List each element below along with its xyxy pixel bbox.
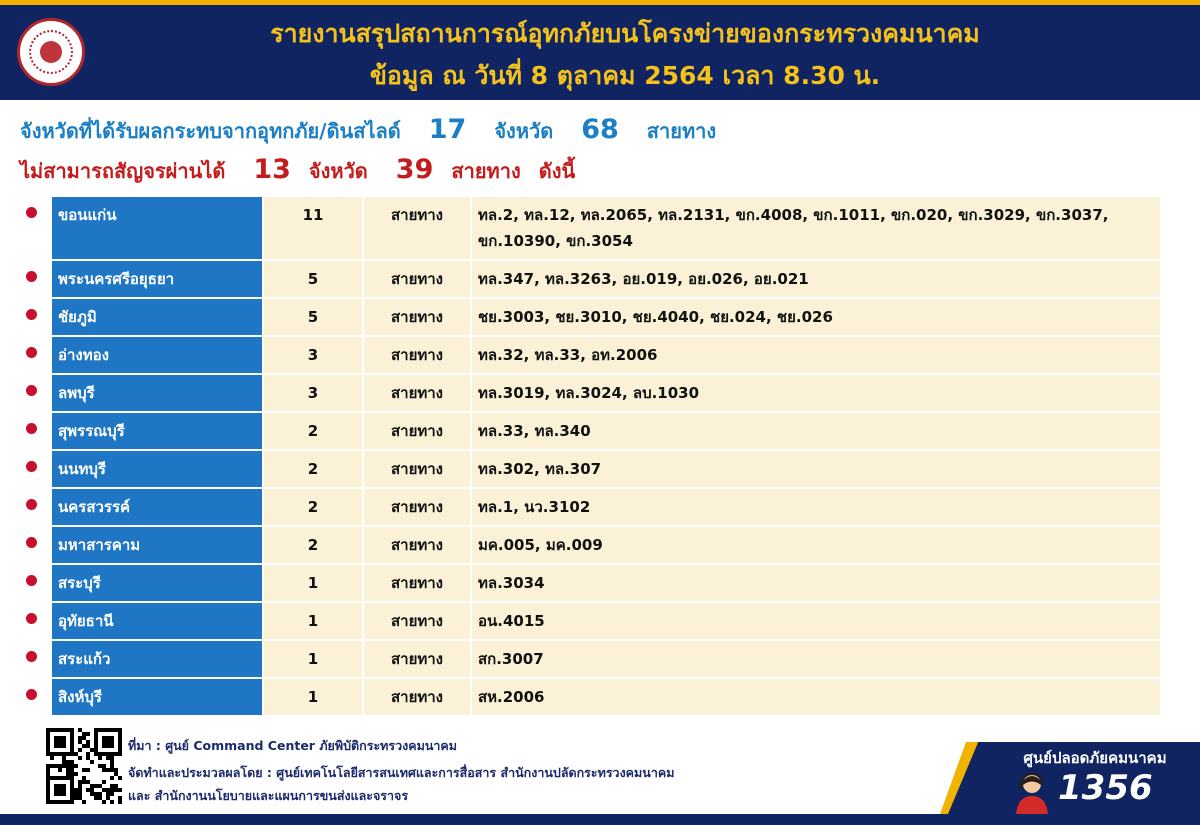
route-list-cell: ทล.347, ทล.3263, อย.019, อย.026, อย.021	[472, 261, 1160, 297]
bullet-icon	[26, 537, 37, 548]
source-line: ที่มา : ศูนย์ Command Center ภัยพิบัติกระทรวงคมนาคม	[128, 738, 458, 753]
hotline-badge	[940, 742, 1200, 814]
route-count-cell: 3	[264, 337, 362, 373]
province-cell: อ่างทอง	[52, 337, 262, 373]
affected-province-unit: จังหวัด	[494, 119, 554, 143]
route-unit-cell: สายทาง	[364, 413, 470, 449]
route-list-cell: ทล.3034	[472, 565, 1160, 601]
bullet-icon	[26, 423, 37, 434]
route-count-cell: 2	[264, 451, 362, 487]
province-cell: สระบุรี	[52, 565, 262, 601]
bullet-icon	[26, 207, 37, 218]
header-top-stripe	[0, 0, 1200, 5]
route-unit-cell: สายทาง	[364, 527, 470, 563]
table-row	[20, 679, 1160, 715]
route-unit-cell: สายทาง	[364, 375, 470, 411]
route-unit-cell: สายทาง	[364, 603, 470, 639]
route-list-cell: ทล.302, ทล.307	[472, 451, 1160, 487]
route-count-cell: 11	[264, 197, 362, 259]
bullet-icon	[26, 461, 37, 472]
table-row	[20, 565, 1160, 601]
route-count-cell: 1	[264, 641, 362, 677]
route-count-cell: 2	[264, 527, 362, 563]
route-list-cell: สห.2006	[472, 679, 1160, 715]
bullet-icon	[26, 613, 37, 624]
province-cell: สิงห์บุรี	[52, 679, 262, 715]
impassable-label: ไม่สามารถสัญจรผ่านได้	[20, 159, 226, 183]
compiled-by-line: จัดทำและประมวลผลโดย : ศูนย์เทคโนโลยีสารสนเทศและการสื่อสาร สำนักงานปลัดกระทรวงคมนาคม	[128, 765, 675, 780]
ministry-seal-logo	[17, 18, 85, 86]
hotline-number: 1356	[1058, 768, 1153, 808]
call-agent-icon	[1012, 772, 1052, 814]
report-title: รายงานสรุปสถานการณ์อุทกภัยบนโครงข่ายของกระทรวงคมนาคม	[270, 19, 980, 48]
table-row	[20, 375, 1160, 411]
route-unit-cell: สายทาง	[364, 261, 470, 297]
bullet-icon	[26, 309, 37, 320]
province-cell: ขอนแก่น	[52, 197, 262, 259]
table-row	[20, 197, 1160, 259]
province-cell: ลพบุรี	[52, 375, 262, 411]
province-cell: อุทัยธานี	[52, 603, 262, 639]
route-list-cell: ชย.3003, ชย.3010, ชย.4040, ชย.024, ชย.026	[472, 299, 1160, 335]
table-row	[20, 337, 1160, 373]
route-list-cell: ทล.2, ทล.12, ทล.2065, ทล.2131, ขก.4008, ขก.1011, ขก.020, ขก.3029, ขก.3037, ขก.10390, ขก.3054	[472, 197, 1160, 259]
qr-code-icon[interactable]	[46, 728, 122, 804]
route-unit-cell: สายทาง	[364, 679, 470, 715]
as-follows-label: ดังนี้	[538, 159, 576, 183]
report-date: ข้อมูล ณ วันที่ 8 ตุลาคม 2564 เวลา 8.30 น.	[369, 61, 881, 90]
bullet-icon	[26, 271, 37, 282]
table-row	[20, 299, 1160, 335]
province-cell: นครสวรรค์	[52, 489, 262, 525]
seal-emblem	[40, 41, 62, 63]
table-row	[20, 489, 1160, 525]
impassable-province-count: 13	[253, 154, 291, 185]
impassable-route-count: 39	[395, 154, 434, 185]
affected-label: จังหวัดที่ได้รับผลกระทบจากอุทกภัย/ดินสไลด์	[20, 119, 401, 143]
affected-route-count: 68	[581, 114, 619, 145]
hotline-title: ศูนย์ปลอดภัยคมนาคม	[1023, 749, 1167, 767]
bullet-icon	[26, 575, 37, 586]
route-unit-cell: สายทาง	[364, 197, 470, 259]
route-count-cell: 1	[264, 679, 362, 715]
table-row	[20, 527, 1160, 563]
route-count-cell: 5	[264, 299, 362, 335]
table-row	[20, 451, 1160, 487]
header-banner	[0, 0, 1200, 100]
table-row	[20, 641, 1160, 677]
province-cell: สระแก้ว	[52, 641, 262, 677]
bullet-icon	[26, 499, 37, 510]
impassable-route-unit: สายทาง	[451, 159, 521, 183]
route-count-cell: 2	[264, 413, 362, 449]
route-list-cell: ทล.32, ทล.33, อท.2006	[472, 337, 1160, 373]
route-count-cell: 1	[264, 603, 362, 639]
province-cell: พระนครศรีอยุธยา	[52, 261, 262, 297]
route-unit-cell: สายทาง	[364, 641, 470, 677]
table-row	[20, 413, 1160, 449]
bullet-icon	[26, 385, 37, 396]
route-list-cell: มค.005, มค.009	[472, 527, 1160, 563]
route-unit-cell: สายทาง	[364, 337, 470, 373]
affected-route-unit: สายทาง	[646, 119, 717, 143]
route-count-cell: 1	[264, 565, 362, 601]
province-cell: นนทบุรี	[52, 451, 262, 487]
route-unit-cell: สายทาง	[364, 565, 470, 601]
bullet-icon	[26, 651, 37, 662]
route-list-cell: ทล.1, นว.3102	[472, 489, 1160, 525]
bullet-icon	[26, 689, 37, 700]
affected-province-count: 17	[428, 114, 467, 145]
route-unit-cell: สายทาง	[364, 489, 470, 525]
footer-bar	[0, 814, 1200, 825]
bullet-icon	[26, 347, 37, 358]
province-cell: ชัยภูมิ	[52, 299, 262, 335]
route-list-cell: สก.3007	[472, 641, 1160, 677]
impassable-summary	[20, 154, 575, 190]
route-list-cell: อน.4015	[472, 603, 1160, 639]
route-list-cell: ทล.33, ทล.340	[472, 413, 1160, 449]
route-unit-cell: สายทาง	[364, 451, 470, 487]
province-cell: มหาสารคาม	[52, 527, 262, 563]
route-unit-cell: สายทาง	[364, 299, 470, 335]
table-row	[20, 603, 1160, 639]
table-row	[20, 261, 1160, 297]
route-list-cell: ทล.3019, ทล.3024, ลบ.1030	[472, 375, 1160, 411]
province-route-table	[20, 197, 1160, 717]
impassable-province-unit: จังหวัด	[308, 159, 368, 183]
route-count-cell: 2	[264, 489, 362, 525]
province-cell: สุพรรณบุรี	[52, 413, 262, 449]
partner-office-line: และ สำนักงานนโยบายและแผนการขนส่งและจราจร	[128, 788, 409, 803]
route-count-cell: 3	[264, 375, 362, 411]
route-count-cell: 5	[264, 261, 362, 297]
affected-summary	[20, 114, 716, 148]
